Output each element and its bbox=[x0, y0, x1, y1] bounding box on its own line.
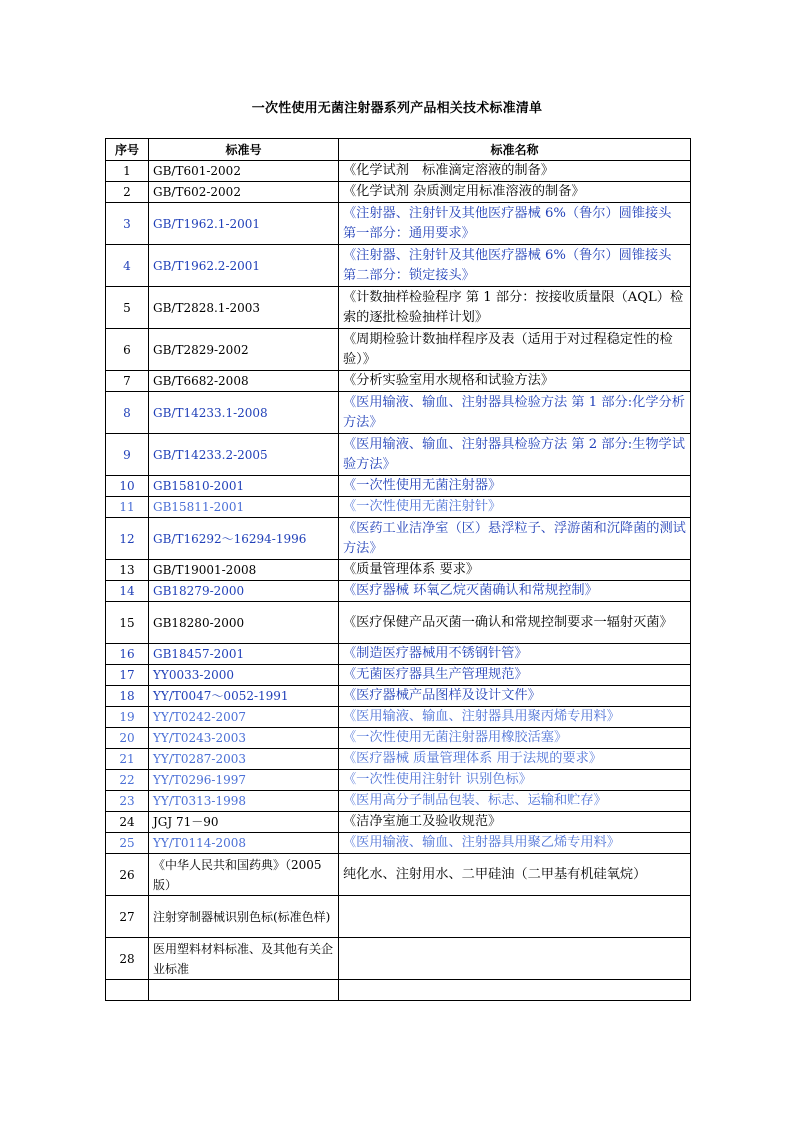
code-cell: GB/T16292～16294-1996 bbox=[149, 518, 339, 560]
name-cell bbox=[339, 896, 691, 938]
code-cell: GB/T14233.1-2008 bbox=[149, 392, 339, 434]
name-cell bbox=[339, 938, 691, 980]
seq-cell: 22 bbox=[106, 770, 149, 791]
table-row bbox=[106, 560, 691, 581]
name-cell: 《医疗保健产品灭菌一确认和常规控制要求一辐射灭菌》 bbox=[339, 602, 691, 644]
table-row bbox=[106, 245, 691, 287]
table-row bbox=[106, 854, 691, 896]
code-cell: GB18279-2000 bbox=[149, 581, 339, 602]
code-cell: YY/T0047～0052-1991 bbox=[149, 686, 339, 707]
table-row bbox=[106, 896, 691, 938]
seq-cell: 3 bbox=[106, 203, 149, 245]
seq-cell: 1 bbox=[106, 161, 149, 182]
table-row bbox=[106, 518, 691, 560]
name-cell: 《一次性使用注射针 识别色标》 bbox=[339, 770, 691, 791]
name-cell: 《洁净室施工及验收规范》 bbox=[339, 812, 691, 833]
code-cell: GB/T601-2002 bbox=[149, 161, 339, 182]
table-row bbox=[106, 203, 691, 245]
seq-cell: 11 bbox=[106, 497, 149, 518]
standards-table bbox=[105, 138, 691, 1001]
code-cell: GB15811-2001 bbox=[149, 497, 339, 518]
name-cell bbox=[339, 980, 691, 1001]
table-row bbox=[106, 980, 691, 1001]
code-cell: GB15810-2001 bbox=[149, 476, 339, 497]
seq-cell: 17 bbox=[106, 665, 149, 686]
code-cell: GB/T19001-2008 bbox=[149, 560, 339, 581]
table-row bbox=[106, 686, 691, 707]
seq-cell bbox=[106, 980, 149, 1001]
code-cell: GB/T2829-2002 bbox=[149, 329, 339, 371]
page-title: 一次性使用无菌注射器系列产品相关技术标准清单 bbox=[251, 101, 543, 116]
table-row bbox=[106, 770, 691, 791]
table-row bbox=[106, 707, 691, 728]
seq-cell: 4 bbox=[106, 245, 149, 287]
code-cell: YY0033-2000 bbox=[149, 665, 339, 686]
seq-cell: 15 bbox=[106, 602, 149, 644]
seq-cell: 23 bbox=[106, 791, 149, 812]
code-cell: GB/T602-2002 bbox=[149, 182, 339, 203]
seq-cell: 12 bbox=[106, 518, 149, 560]
table-row bbox=[106, 791, 691, 812]
code-cell: YY/T0287-2003 bbox=[149, 749, 339, 770]
seq-cell: 5 bbox=[106, 287, 149, 329]
table-row bbox=[106, 371, 691, 392]
name-cell: 《医疗器械 质量管理体系 用于法规的要求》 bbox=[339, 749, 691, 770]
seq-cell: 28 bbox=[106, 938, 149, 980]
code-cell: GB/T2828.1-2003 bbox=[149, 287, 339, 329]
table-row bbox=[106, 644, 691, 665]
table-row bbox=[106, 833, 691, 854]
name-cell: 《化学试剂 标准滴定溶液的制备》 bbox=[339, 161, 691, 182]
name-cell: 《注射器、注射针及其他医疗器械 6%（鲁尔）圆锥接头 第一部分：通用要求》 bbox=[339, 203, 691, 245]
table-row bbox=[106, 476, 691, 497]
seq-cell: 25 bbox=[106, 833, 149, 854]
name-cell: 《制造医疗器械用不锈钢针管》 bbox=[339, 644, 691, 665]
seq-cell: 13 bbox=[106, 560, 149, 581]
code-cell bbox=[149, 980, 339, 1001]
name-cell: 《无菌医疗器具生产管理规范》 bbox=[339, 665, 691, 686]
name-cell: 《一次性使用无菌注射器》 bbox=[339, 476, 691, 497]
name-cell: 《一次性使用无菌注射针》 bbox=[339, 497, 691, 518]
table-row bbox=[106, 287, 691, 329]
code-cell: YY/T0313-1998 bbox=[149, 791, 339, 812]
seq-cell: 20 bbox=[106, 728, 149, 749]
name-cell: 《医药工业洁净室（区）悬浮粒子、浮游菌和沉降菌的测试方法》 bbox=[339, 518, 691, 560]
name-cell: 《医用输液、输血、注射器具用聚乙烯专用料》 bbox=[339, 833, 691, 854]
table-body bbox=[106, 161, 691, 1001]
table-row bbox=[106, 665, 691, 686]
name-cell: 《医疗器械产品图样及设计文件》 bbox=[339, 686, 691, 707]
header-name: 标准名称 bbox=[339, 139, 691, 161]
code-cell: GB/T14233.2-2005 bbox=[149, 434, 339, 476]
seq-cell: 24 bbox=[106, 812, 149, 833]
table-row bbox=[106, 392, 691, 434]
table-header-row bbox=[106, 139, 691, 161]
name-cell: 《医疗器械 环氧乙烷灭菌确认和常规控制》 bbox=[339, 581, 691, 602]
name-cell: 纯化水、注射用水、二甲硅油（二甲基有机硅氧烷） bbox=[339, 854, 691, 896]
code-cell: GB18280-2000 bbox=[149, 602, 339, 644]
seq-cell: 26 bbox=[106, 854, 149, 896]
name-cell: 《医用高分子制品包装、标志、运输和贮存》 bbox=[339, 791, 691, 812]
code-cell: GB18457-2001 bbox=[149, 644, 339, 665]
table-row bbox=[106, 938, 691, 980]
table-row bbox=[106, 602, 691, 644]
seq-cell: 21 bbox=[106, 749, 149, 770]
name-cell: 《分析实验室用水规格和试验方法》 bbox=[339, 371, 691, 392]
code-cell: YY/T0114-2008 bbox=[149, 833, 339, 854]
seq-cell: 10 bbox=[106, 476, 149, 497]
name-cell: 《一次性使用无菌注射器用橡胶活塞》 bbox=[339, 728, 691, 749]
table-row bbox=[106, 182, 691, 203]
table-row bbox=[106, 497, 691, 518]
seq-cell: 6 bbox=[106, 329, 149, 371]
seq-cell: 14 bbox=[106, 581, 149, 602]
name-cell: 《化学试剂 杂质测定用标准溶液的制备》 bbox=[339, 182, 691, 203]
code-cell: GB/T1962.2-2001 bbox=[149, 245, 339, 287]
name-cell: 《医用输液、输血、注射器具检验方法 第 2 部分:生物学试验方法》 bbox=[339, 434, 691, 476]
name-cell: 《计数抽样检验程序 第 1 部分：按接收质量限（AQL）检索的逐批检验抽样计划》 bbox=[339, 287, 691, 329]
header-seq: 序号 bbox=[106, 139, 149, 161]
code-cell: YY/T0242-2007 bbox=[149, 707, 339, 728]
seq-cell: 7 bbox=[106, 371, 149, 392]
table-row bbox=[106, 329, 691, 371]
name-cell: 《周期检验计数抽样程序及表（适用于对过程稳定性的检验）》 bbox=[339, 329, 691, 371]
code-cell: YY/T0296-1997 bbox=[149, 770, 339, 791]
seq-cell: 18 bbox=[106, 686, 149, 707]
seq-cell: 27 bbox=[106, 896, 149, 938]
seq-cell: 9 bbox=[106, 434, 149, 476]
code-cell: JGJ 71－90 bbox=[149, 812, 339, 833]
code-cell: 注射穿制器械识别色标(标准色样) bbox=[149, 896, 339, 938]
code-cell: 医用塑料材料标准、及其他有关企业标准 bbox=[149, 938, 339, 980]
name-cell: 《注射器、注射针及其他医疗器械 6%（鲁尔）圆锥接头 第二部分：锁定接头》 bbox=[339, 245, 691, 287]
table-row bbox=[106, 728, 691, 749]
code-cell: GB/T1962.1-2001 bbox=[149, 203, 339, 245]
seq-cell: 8 bbox=[106, 392, 149, 434]
code-cell: 《中华人民共和国药典》（2005版） bbox=[149, 854, 339, 896]
name-cell: 《质量管理体系 要求》 bbox=[339, 560, 691, 581]
table-row bbox=[106, 749, 691, 770]
table-row bbox=[106, 161, 691, 182]
seq-cell: 16 bbox=[106, 644, 149, 665]
table-row bbox=[106, 581, 691, 602]
table-row bbox=[106, 812, 691, 833]
seq-cell: 2 bbox=[106, 182, 149, 203]
seq-cell: 19 bbox=[106, 707, 149, 728]
name-cell: 《医用输液、输血、注射器具用聚丙烯专用料》 bbox=[339, 707, 691, 728]
code-cell: YY/T0243-2003 bbox=[149, 728, 339, 749]
header-code: 标准号 bbox=[149, 139, 339, 161]
table-row bbox=[106, 434, 691, 476]
code-cell: GB/T6682-2008 bbox=[149, 371, 339, 392]
name-cell: 《医用输液、输血、注射器具检验方法 第 1 部分:化学分析方法》 bbox=[339, 392, 691, 434]
